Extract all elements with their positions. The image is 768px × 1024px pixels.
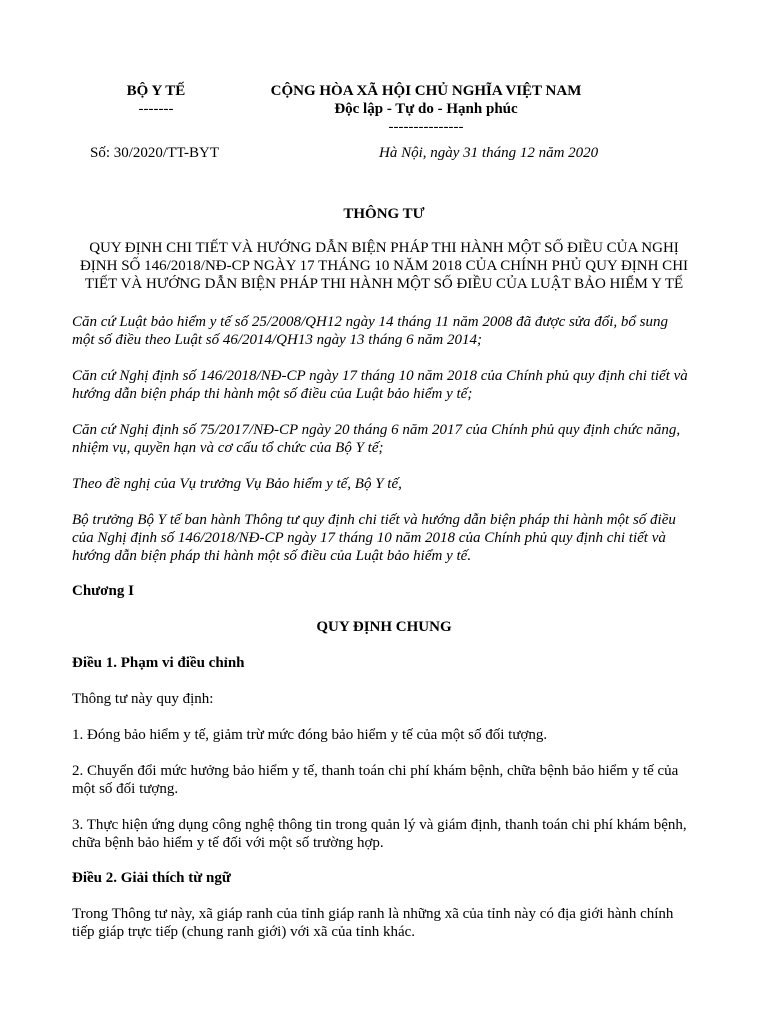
- subject-line: ĐỊNH SỐ 146/2018/NĐ-CP NGÀY 17 THÁNG 10 NĂM 2018 CỦA CHÍNH PHỦ QUY ĐỊNH CHI: [79, 258, 689, 274]
- issuance-statement: [72, 511, 702, 565]
- text-line: một số điều theo Luật số 46/2014/QH13 ngày 13 tháng 6 năm 2014;: [72, 332, 482, 348]
- document-number: Số: 30/2020/TT-BYT: [90, 145, 220, 161]
- text-line: Trong Thông tư này, xã giáp ranh của tỉnh giáp ranh là những xã của tỉnh này có địa giới hành chính: [72, 906, 674, 922]
- text-line: của Nghị định số 146/2018/NĐ-CP ngày 17 tháng 10 năm 2018 của Chính phủ quy định chi tiết và: [72, 530, 666, 546]
- chapter-label: Chương I: [72, 583, 134, 599]
- article-2-body: [72, 905, 702, 941]
- text-line: 3. Thực hiện ứng dụng công nghệ thông tin trong quản lý và giám định, thanh toán chi phí khám bệnh,: [72, 817, 687, 833]
- subject-line: TIẾT VÀ HƯỚNG DẪN BIỆN PHÁP THI HÀNH MỘT SỐ ĐIỀU CỦA LUẬT BẢO HIỂM Y TẾ: [84, 276, 684, 292]
- legal-basis-3: [72, 421, 702, 457]
- subject-line: QUY ĐỊNH CHI TIẾT VÀ HƯỚNG DẪN BIỆN PHÁP THI HÀNH MỘT SỐ ĐIỀU CỦA NGHỊ: [89, 240, 679, 256]
- place-date: Hà Nội, ngày 31 tháng 12 năm 2020: [379, 145, 599, 161]
- agency-name: BỘ Y TẾ: [126, 83, 186, 99]
- text-line: hướng dẫn biện pháp thi hành một số điều của Luật bảo hiểm y tế.: [72, 548, 472, 564]
- article-2-heading: Điều 2. Giải thích từ ngữ: [72, 870, 231, 886]
- document-subject: [64, 239, 704, 293]
- text-line: Căn cứ Luật bảo hiểm y tế số 25/2008/QH12 ngày 14 tháng 11 năm 2008 đã được sửa đổi, bổ sung: [72, 314, 668, 330]
- legal-basis-1: [72, 313, 702, 349]
- text-line: tiếp giáp trực tiếp (chung ranh giới) với xã của tỉnh khác.: [72, 924, 416, 940]
- text-line: Căn cứ Nghị định số 146/2018/NĐ-CP ngày 17 tháng 10 năm 2018 của Chính phủ quy định chi tiết và: [72, 368, 688, 384]
- text-line: 2. Chuyển đổi mức hưởng bảo hiểm y tế, thanh toán chi phí khám bệnh, chữa bệnh bảo hiểm y tế của: [72, 763, 679, 779]
- chapter-title: QUY ĐỊNH CHUNG: [316, 619, 452, 635]
- text-line: Bộ trưởng Bộ Y tế ban hành Thông tư quy định chi tiết và hướng dẫn biện pháp thi hành một số điều: [72, 512, 676, 528]
- article-1-intro: Thông tư này quy định:: [72, 691, 214, 707]
- text-line: Căn cứ Nghị định số 75/2017/NĐ-CP ngày 20 tháng 6 năm 2017 của Chính phủ quy định chức năng,: [72, 422, 681, 438]
- proposal-statement: Theo đề nghị của Vụ trưởng Vụ Bảo hiểm y tế, Bộ Y tế,: [72, 476, 402, 492]
- nation-dash: ---------------: [388, 119, 464, 135]
- nation-title: CỘNG HÒA XÃ HỘI CHỦ NGHĨA VIỆT NAM: [270, 83, 582, 99]
- legal-basis-2: [72, 367, 702, 403]
- article-1-item-2: [72, 762, 702, 798]
- document-type: THÔNG TƯ: [343, 206, 425, 222]
- text-line: hướng dẫn biện pháp thi hành một số điều của Luật bảo hiểm y tế;: [72, 386, 473, 402]
- article-1-heading: Điều 1. Phạm vi điều chỉnh: [72, 655, 245, 671]
- article-1-item-1: 1. Đóng bảo hiểm y tế, giảm trừ mức đóng bảo hiểm y tế của một số đối tượng.: [72, 727, 548, 743]
- text-line: nhiệm vụ, quyền hạn và cơ cấu tổ chức của Bộ Y tế;: [72, 440, 384, 456]
- nation-motto: Độc lập - Tự do - Hạnh phúc: [334, 101, 518, 117]
- text-line: chữa bệnh bảo hiểm y tế đối với một số trường hợp.: [72, 835, 384, 851]
- article-1-item-3: [72, 816, 702, 852]
- text-line: một số đối tượng.: [72, 781, 179, 797]
- agency-dash: -------: [138, 101, 174, 117]
